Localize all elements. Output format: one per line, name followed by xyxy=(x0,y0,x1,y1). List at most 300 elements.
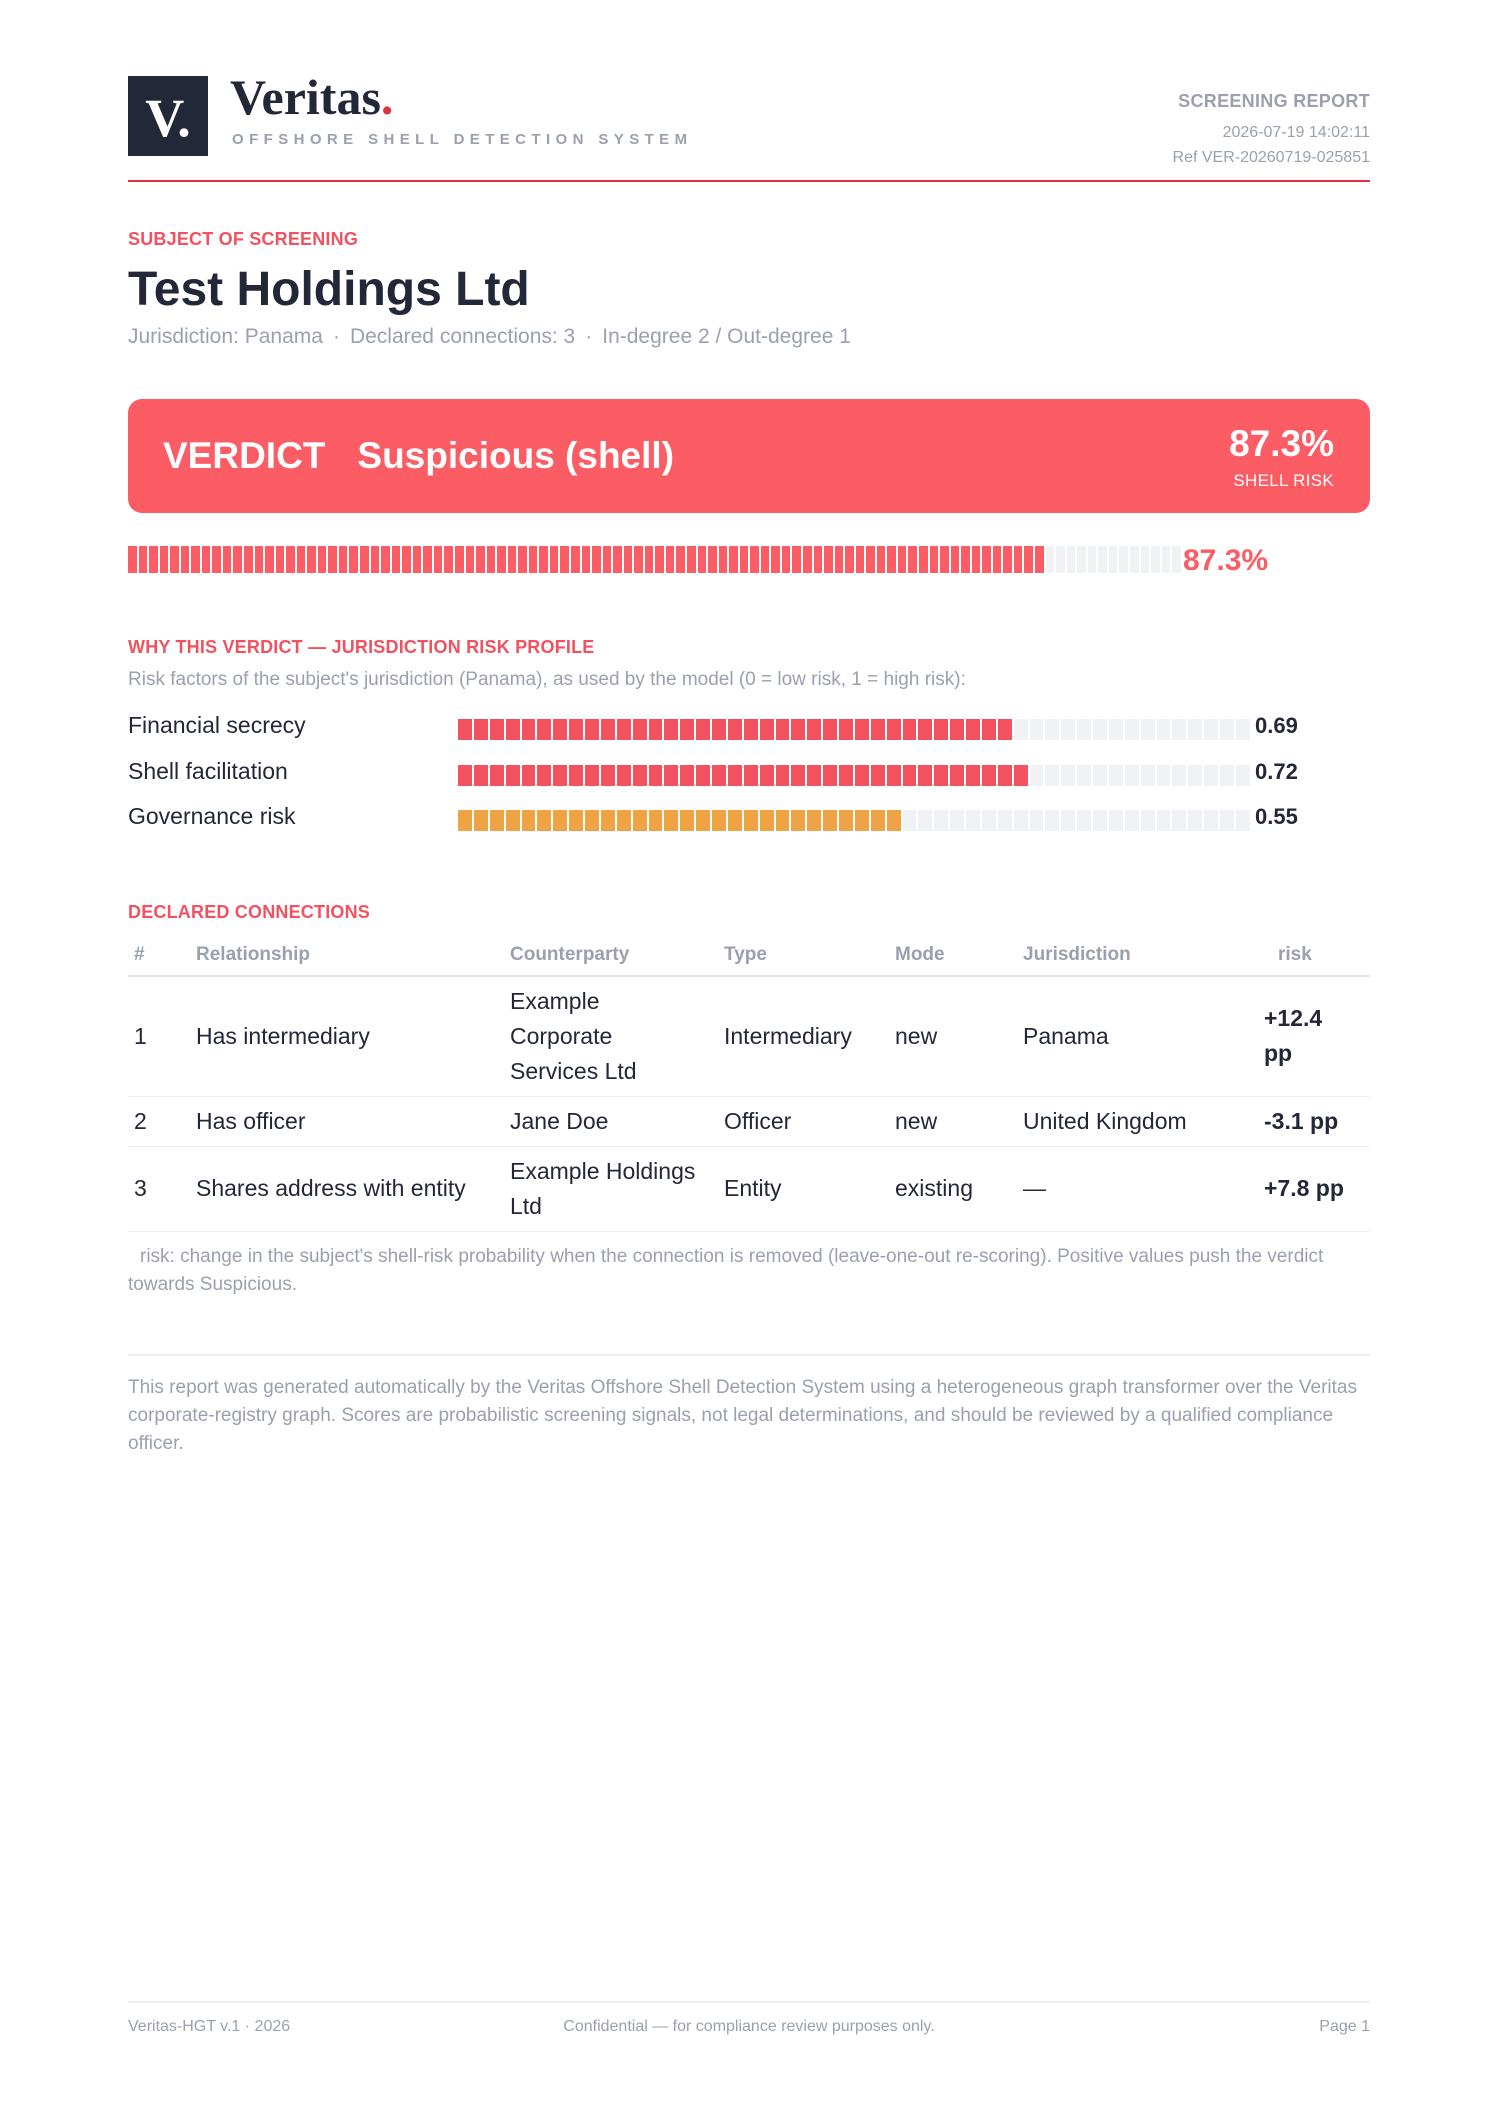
bar-segment-filled xyxy=(760,765,774,786)
bar-segment-filled xyxy=(585,765,599,786)
page-footer xyxy=(128,2001,1370,2043)
cell-jurisdiction: United Kingdom xyxy=(1017,1096,1258,1146)
footer-version: Veritas-HGT v.1 · 2026 xyxy=(128,2018,291,2035)
meta-separator: · xyxy=(332,325,340,348)
cell-type: Entity xyxy=(718,1146,889,1231)
bar-segment-empty xyxy=(1172,546,1181,573)
factor-bar xyxy=(458,719,1250,740)
bar-segment-empty xyxy=(1045,719,1059,740)
bar-segment-filled xyxy=(676,546,685,573)
bar-segment-empty xyxy=(998,810,1012,831)
bar-segment-filled xyxy=(585,719,599,740)
bar-segment-filled xyxy=(664,810,678,831)
bar-segment-filled xyxy=(645,546,654,573)
cell-mode: existing xyxy=(889,1146,1017,1231)
bar-segment-filled xyxy=(728,810,742,831)
col-header-jurisdiction: Jurisdiction xyxy=(1017,935,1258,976)
bar-segment-empty xyxy=(1157,719,1171,740)
bar-segment-empty xyxy=(1030,765,1044,786)
bar-segment-empty xyxy=(1088,546,1097,573)
bar-segment-empty xyxy=(1157,810,1171,831)
bar-segment-filled xyxy=(633,765,647,786)
report-meta xyxy=(1173,91,1370,170)
bar-segment-filled xyxy=(823,719,837,740)
col-header-counterparty: Counterparty xyxy=(504,935,718,976)
bar-segment-filled xyxy=(128,546,137,573)
table-row xyxy=(128,976,1370,1096)
bar-segment-filled xyxy=(529,546,538,573)
bar-segment-empty xyxy=(1030,810,1044,831)
bar-segment-filled xyxy=(601,765,615,786)
bar-segment-filled xyxy=(982,765,996,786)
bar-segment-filled xyxy=(149,546,158,573)
factor-label: Financial secrecy xyxy=(128,712,306,738)
bar-segment-filled xyxy=(139,546,148,573)
bar-segment-empty xyxy=(903,810,917,831)
bar-segment-filled xyxy=(961,546,970,573)
bar-segment-empty xyxy=(1236,810,1250,831)
bar-segment-filled xyxy=(972,546,981,573)
bar-segment-filled xyxy=(807,719,821,740)
cell-mode: new xyxy=(889,976,1017,1096)
bar-segment-empty xyxy=(1220,765,1234,786)
bar-segment-empty xyxy=(934,810,948,831)
bar-segment-filled xyxy=(719,546,728,573)
bar-segment-empty xyxy=(1077,546,1086,573)
bar-segment-filled xyxy=(582,546,591,573)
brand-dot: . xyxy=(380,69,394,125)
bar-segment-filled xyxy=(934,719,948,740)
bar-segment-filled xyxy=(585,810,599,831)
bar-segment-filled xyxy=(402,546,411,573)
bar-segment-filled xyxy=(592,546,601,573)
bar-segment-empty xyxy=(1046,546,1055,573)
bar-segment-filled xyxy=(696,719,710,740)
bar-segment-filled xyxy=(687,546,696,573)
bar-segment-empty xyxy=(1014,719,1028,740)
bar-segment-filled xyxy=(782,546,791,573)
bar-segment-filled xyxy=(444,546,453,573)
bar-segment-filled xyxy=(458,719,472,740)
bar-segment-filled xyxy=(855,765,869,786)
bar-segment-empty xyxy=(1125,810,1139,831)
bar-segment-filled xyxy=(680,765,694,786)
bar-segment-filled xyxy=(328,546,337,573)
bar-segment-filled xyxy=(760,810,774,831)
bar-segment-empty xyxy=(1109,719,1123,740)
bar-segment-filled xyxy=(839,810,853,831)
bar-segment-filled xyxy=(490,719,504,740)
bar-segment-filled xyxy=(506,719,520,740)
bar-segment-empty xyxy=(1141,810,1155,831)
bar-segment-filled xyxy=(918,765,932,786)
bar-segment-filled xyxy=(696,810,710,831)
brand-name-text: Veritas xyxy=(230,69,381,125)
cell-relationship: Has intermediary xyxy=(190,976,504,1096)
verdict-text: Suspicious (shell) xyxy=(357,435,675,476)
bar-segment-filled xyxy=(613,546,622,573)
bar-segment-filled xyxy=(856,546,865,573)
bar-segment-filled xyxy=(887,719,901,740)
bar-segment-filled xyxy=(877,546,886,573)
bar-segment-filled xyxy=(458,810,472,831)
bar-segment-filled xyxy=(212,546,221,573)
bar-segment-filled xyxy=(202,546,211,573)
bar-segment-filled xyxy=(1035,546,1044,573)
bar-segment-empty xyxy=(1093,765,1107,786)
bar-segment-filled xyxy=(649,765,663,786)
bar-segment-empty xyxy=(1077,765,1091,786)
bar-segment-filled xyxy=(698,546,707,573)
bar-segment-filled xyxy=(871,719,885,740)
bar-segment-empty xyxy=(1125,765,1139,786)
cell-counterparty: Example Corporate Services Ltd xyxy=(504,976,718,1096)
bar-segment-filled xyxy=(750,546,759,573)
bar-segment-empty xyxy=(1236,719,1250,740)
bar-segment-filled xyxy=(307,546,316,573)
bar-segment-filled xyxy=(761,546,770,573)
bar-segment-filled xyxy=(633,719,647,740)
bar-segment-filled xyxy=(919,546,928,573)
bar-segment-filled xyxy=(490,765,504,786)
bar-segment-filled xyxy=(617,810,631,831)
bar-segment-empty xyxy=(1109,546,1118,573)
cell-num: 3 xyxy=(128,1146,190,1231)
bar-segment-filled xyxy=(181,546,190,573)
bar-segment-filled xyxy=(474,719,488,740)
bar-segment-filled xyxy=(680,719,694,740)
cell-risk-delta: +12.4 pp xyxy=(1258,976,1370,1096)
bar-segment-filled xyxy=(835,546,844,573)
subject-jurisdiction: Jurisdiction: Panama xyxy=(128,325,323,348)
subject-connections: Declared connections: 3 xyxy=(349,325,576,348)
bar-segment-filled xyxy=(940,546,949,573)
bar-segment-filled xyxy=(571,546,580,573)
verdict-label: VERDICT xyxy=(163,435,326,476)
bar-segment-empty xyxy=(1220,719,1234,740)
bar-segment-filled xyxy=(569,719,583,740)
logo xyxy=(128,76,208,156)
shell-risk-percent: 87.3% xyxy=(1229,423,1334,464)
bar-segment-filled xyxy=(474,810,488,831)
table-header-row xyxy=(128,935,1370,976)
bar-segment-filled xyxy=(839,719,853,740)
bar-segment-empty xyxy=(1172,810,1186,831)
bar-segment-filled xyxy=(918,719,932,740)
bar-segment-filled xyxy=(286,546,295,573)
bar-segment-filled xyxy=(392,546,401,573)
bar-segment-empty xyxy=(1188,810,1202,831)
bar-segment-filled xyxy=(553,765,567,786)
cell-jurisdiction: Panama xyxy=(1017,976,1258,1096)
bar-segment-empty xyxy=(982,810,996,831)
bar-segment-empty xyxy=(1045,765,1059,786)
cell-risk-delta: -3.1 pp xyxy=(1258,1096,1370,1146)
bar-segment-empty xyxy=(1077,810,1091,831)
bar-segment-filled xyxy=(666,546,675,573)
bar-segment-filled xyxy=(728,719,742,740)
bar-segment-filled xyxy=(649,719,663,740)
bar-segment-filled xyxy=(603,546,612,573)
bar-segment-empty xyxy=(950,810,964,831)
bar-segment-empty xyxy=(1109,810,1123,831)
bar-segment-filled xyxy=(537,719,551,740)
bar-segment-empty xyxy=(1098,546,1107,573)
bar-segment-filled xyxy=(550,546,559,573)
bar-segment-filled xyxy=(887,546,896,573)
cell-risk-delta: +7.8 pp xyxy=(1258,1146,1370,1231)
factor-row-governance-risk xyxy=(128,803,1370,833)
bar-segment-filled xyxy=(170,546,179,573)
bar-segment-filled xyxy=(791,765,805,786)
bar-segment-empty xyxy=(1014,810,1028,831)
bar-segment-empty xyxy=(1077,719,1091,740)
bar-segment-filled xyxy=(617,719,631,740)
bar-segment-filled xyxy=(871,810,885,831)
bar-segment-empty xyxy=(1151,546,1160,573)
bar-segment-empty xyxy=(1162,546,1171,573)
bar-segment-filled xyxy=(708,546,717,573)
bar-segment-empty xyxy=(1093,810,1107,831)
bar-segment-filled xyxy=(160,546,169,573)
bar-segment-empty xyxy=(1119,546,1128,573)
cell-counterparty: Jane Doe xyxy=(504,1096,718,1146)
bar-segment-filled xyxy=(624,546,633,573)
bar-segment-filled xyxy=(1003,546,1012,573)
bar-segment-filled xyxy=(771,546,780,573)
bar-segment-filled xyxy=(982,719,996,740)
bar-segment-filled xyxy=(760,719,774,740)
bar-segment-empty xyxy=(1061,719,1075,740)
bar-segment-filled xyxy=(982,546,991,573)
bar-segment-filled xyxy=(664,719,678,740)
bar-segment-filled xyxy=(233,546,242,573)
bar-segment-filled xyxy=(950,719,964,740)
cell-relationship: Has officer xyxy=(190,1096,504,1146)
cell-type: Officer xyxy=(718,1096,889,1146)
cell-num: 1 xyxy=(128,976,190,1096)
bar-segment-empty xyxy=(1061,765,1075,786)
bar-segment-empty xyxy=(1141,765,1155,786)
bar-segment-filled xyxy=(255,546,264,573)
col-header-num: # xyxy=(128,935,190,976)
bar-segment-filled xyxy=(744,810,758,831)
why-description: Risk factors of the subject's jurisdiction (Panama), as used by the model (0 = low risk, 1 = high risk): xyxy=(128,669,966,690)
bar-segment-filled xyxy=(824,546,833,573)
bar-segment-filled xyxy=(569,765,583,786)
factor-label: Shell facilitation xyxy=(128,758,288,784)
bar-segment-filled xyxy=(951,546,960,573)
col-header-risk: risk xyxy=(1258,935,1370,976)
bar-segment-filled xyxy=(318,546,327,573)
bar-segment-filled xyxy=(601,810,615,831)
bar-segment-filled xyxy=(866,546,875,573)
subject-degree: In-degree 2 / Out-degree 1 xyxy=(602,325,851,348)
bar-segment-filled xyxy=(634,546,643,573)
bar-segment-filled xyxy=(744,719,758,740)
bar-segment-filled xyxy=(339,546,348,573)
factor-bar xyxy=(458,810,1250,831)
risk-note: risk: change in the subject's shell-risk probability when the connection is removed (leave-one-out re-scoring). Positive values push the verdict towards Suspicious. xyxy=(128,1246,1324,1295)
bar-segment-filled xyxy=(474,765,488,786)
subject-name: Test Holdings Ltd xyxy=(128,263,530,316)
disclaimer: This report was generated automatically by the Veritas Offshore Shell Detection System using a heterogeneous graph transformer over the Veritas corporate-registry graph. Scores are probabilistic screening signals, not legal determinations, and should be reviewed by a qualified compliance officer. xyxy=(128,1377,1357,1454)
cell-jurisdiction: — xyxy=(1017,1146,1258,1231)
bar-segment-filled xyxy=(223,546,232,573)
bar-segment-filled xyxy=(823,765,837,786)
bar-segment-filled xyxy=(998,719,1012,740)
connections-kicker: DECLARED CONNECTIONS xyxy=(128,902,371,922)
cell-num: 2 xyxy=(128,1096,190,1146)
bar-segment-filled xyxy=(791,810,805,831)
bar-segment-filled xyxy=(814,546,823,573)
bar-segment-empty xyxy=(1030,719,1044,740)
bar-segment-filled xyxy=(191,546,200,573)
why-kicker: WHY THIS VERDICT — JURISDICTION RISK PROFILE xyxy=(128,637,595,657)
subject-kicker: SUBJECT OF SCREENING xyxy=(128,229,359,249)
bar-segment-filled xyxy=(413,546,422,573)
bar-segment-filled xyxy=(466,546,475,573)
shell-risk-label: SHELL RISK xyxy=(1233,471,1334,490)
bar-segment-empty xyxy=(1067,546,1076,573)
bar-segment-filled xyxy=(680,810,694,831)
bar-segment-filled xyxy=(950,765,964,786)
bar-segment-empty xyxy=(1204,719,1218,740)
bar-segment-filled xyxy=(655,546,664,573)
divider xyxy=(128,1354,1370,1356)
bar-segment-filled xyxy=(712,810,726,831)
bar-segment-filled xyxy=(740,546,749,573)
bar-segment-empty xyxy=(1188,765,1202,786)
bar-segment-empty xyxy=(1056,546,1065,573)
bar-segment-empty xyxy=(1130,546,1139,573)
bar-segment-filled xyxy=(522,719,536,740)
bar-segment-filled xyxy=(522,765,536,786)
bar-segment-filled xyxy=(518,546,527,573)
cell-mode: new xyxy=(889,1096,1017,1146)
factor-value: 0.72 xyxy=(1255,759,1298,784)
bar-segment-filled xyxy=(1014,546,1023,573)
bar-segment-filled xyxy=(539,546,548,573)
bar-segment-filled xyxy=(807,765,821,786)
table-row xyxy=(128,1096,1370,1146)
bar-segment-empty xyxy=(1172,765,1186,786)
bar-segment-filled xyxy=(508,546,517,573)
footer-confidential: Confidential — for compliance review purposes only. xyxy=(563,2018,935,2035)
subject-meta xyxy=(128,325,851,349)
bar-segment-filled xyxy=(490,810,504,831)
cell-relationship: Shares address with entity xyxy=(190,1146,504,1231)
bar-segment-filled xyxy=(601,719,615,740)
report-kind: SCREENING REPORT xyxy=(1178,91,1370,111)
bar-segment-filled xyxy=(712,719,726,740)
logo-letter: V. xyxy=(145,88,191,148)
bar-segment-filled xyxy=(845,546,854,573)
bar-segment-filled xyxy=(966,719,980,740)
bar-segment-filled xyxy=(696,765,710,786)
bar-segment-filled xyxy=(993,546,1002,573)
bar-segment-filled xyxy=(276,546,285,573)
brand-tagline: OFFSHORE SHELL DETECTION SYSTEM xyxy=(232,131,693,148)
bar-segment-filled xyxy=(839,765,853,786)
bar-segment-filled xyxy=(487,546,496,573)
bar-segment-empty xyxy=(1109,765,1123,786)
table-row xyxy=(128,1146,1370,1231)
bar-segment-filled xyxy=(966,765,980,786)
bar-segment-filled xyxy=(1024,546,1033,573)
bar-segment-filled xyxy=(871,765,885,786)
bar-segment-empty xyxy=(1061,810,1075,831)
bar-segment-filled xyxy=(729,546,738,573)
shell-risk-bar xyxy=(128,546,1180,573)
bar-segment-filled xyxy=(537,765,551,786)
bar-segment-filled xyxy=(807,810,821,831)
bar-segment-filled xyxy=(455,546,464,573)
bar-segment-empty xyxy=(1045,810,1059,831)
bar-segment-filled xyxy=(633,810,647,831)
bar-segment-filled xyxy=(569,810,583,831)
bar-segment-filled xyxy=(776,765,790,786)
bar-segment-filled xyxy=(553,810,567,831)
bar-segment-filled xyxy=(791,719,805,740)
bar-segment-filled xyxy=(903,765,917,786)
bar-segment-filled xyxy=(349,546,358,573)
bar-segment-empty xyxy=(1188,719,1202,740)
bar-segment-filled xyxy=(998,765,1012,786)
bar-segment-filled xyxy=(423,546,432,573)
bar-segment-filled xyxy=(744,765,758,786)
bar-segment-filled xyxy=(522,810,536,831)
factor-row-financial-secrecy xyxy=(128,712,1370,742)
bar-segment-filled xyxy=(803,546,812,573)
bar-segment-filled xyxy=(476,546,485,573)
factor-row-shell-facilitation xyxy=(128,758,1370,788)
bar-segment-filled xyxy=(360,546,369,573)
bar-segment-filled xyxy=(776,810,790,831)
bar-segment-empty xyxy=(1204,765,1218,786)
meta-separator: · xyxy=(585,325,593,348)
bar-segment-filled xyxy=(617,765,631,786)
bar-segment-empty xyxy=(966,810,980,831)
bar-segment-filled xyxy=(908,546,917,573)
bar-segment-filled xyxy=(712,765,726,786)
cell-type: Intermediary xyxy=(718,976,889,1096)
bar-segment-filled xyxy=(728,765,742,786)
bar-segment-filled xyxy=(458,765,472,786)
report-header xyxy=(128,69,1370,182)
bar-segment-filled xyxy=(934,765,948,786)
shell-risk-bar-label: 87.3% xyxy=(1183,544,1269,577)
bar-segment-filled xyxy=(649,810,663,831)
bar-segment-empty xyxy=(1093,719,1107,740)
factor-bar xyxy=(458,765,1250,786)
bar-segment-filled xyxy=(792,546,801,573)
report-datetime: 2026-07-19 14:02:11 xyxy=(1222,124,1370,141)
bar-segment-filled xyxy=(497,546,506,573)
col-header-mode: Mode xyxy=(889,935,1017,976)
bar-segment-filled xyxy=(930,546,939,573)
bar-segment-empty xyxy=(1141,546,1150,573)
bar-segment-filled xyxy=(244,546,253,573)
bar-segment-filled xyxy=(1014,765,1028,786)
report-ref: Ref VER-20260719-025851 xyxy=(1172,149,1370,166)
bar-segment-filled xyxy=(823,810,837,831)
col-header-relationship: Relationship xyxy=(190,935,504,976)
bar-segment-empty xyxy=(1157,765,1171,786)
bar-segment-filled xyxy=(560,546,569,573)
verdict-banner xyxy=(128,399,1370,513)
bar-segment-empty xyxy=(1204,810,1218,831)
